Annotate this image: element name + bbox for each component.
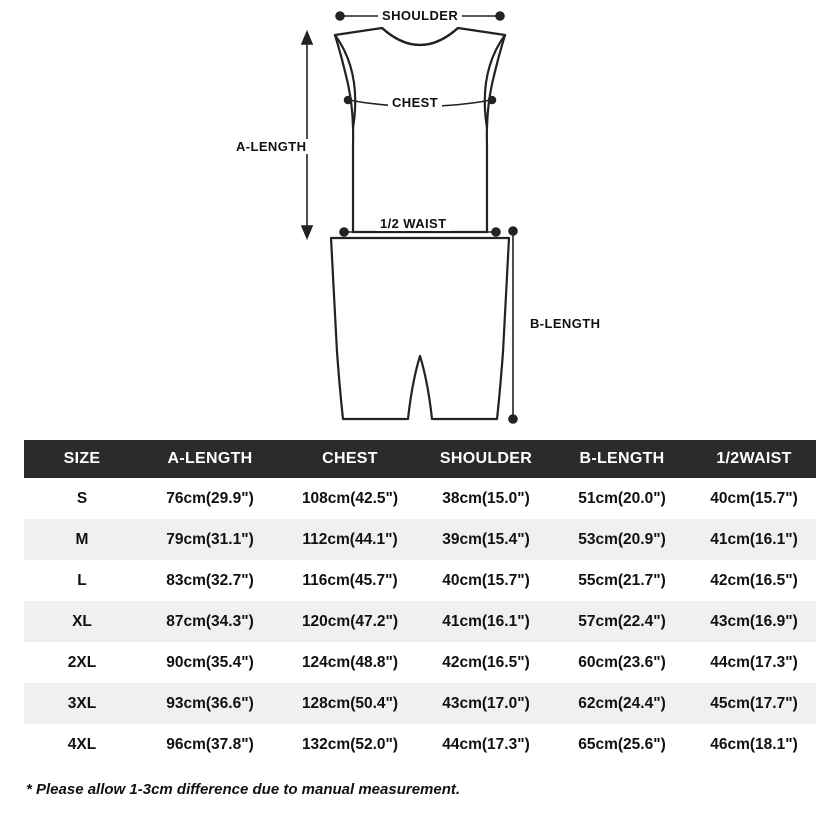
cell-chest: 120cm(47.2") [280, 601, 420, 642]
cell-half-waist: 42cm(16.5") [692, 560, 816, 601]
cell-size: S [24, 478, 140, 519]
column-header-shoulder: SHOULDER [420, 440, 552, 478]
column-header-size: SIZE [24, 440, 140, 478]
table-row [24, 601, 816, 642]
column-header-chest: CHEST [280, 440, 420, 478]
cell-b-length: 51cm(20.0") [552, 478, 692, 519]
cell-size: 3XL [24, 683, 140, 724]
column-header-a-length: A-LENGTH [140, 440, 280, 478]
measurement-footnote: * Please allow 1-3cm difference due to manual measurement. [26, 781, 461, 798]
shoulder-label: SHOULDER [378, 8, 462, 23]
cell-shoulder: 42cm(16.5") [420, 642, 552, 683]
cell-a-length: 93cm(36.6") [140, 683, 280, 724]
size-table-header [24, 440, 816, 478]
size-table-wrapper [24, 440, 816, 765]
cell-b-length: 57cm(22.4") [552, 601, 692, 642]
b-length-guide-dot-top [509, 227, 517, 235]
cell-chest: 112cm(44.1") [280, 519, 420, 560]
half-waist-label: 1/2 WAIST [376, 216, 450, 231]
cell-size: XL [24, 601, 140, 642]
cell-a-length: 90cm(35.4") [140, 642, 280, 683]
a-length-arrow-bottom [302, 226, 312, 238]
cell-a-length: 87cm(34.3") [140, 601, 280, 642]
cell-half-waist: 41cm(16.1") [692, 519, 816, 560]
cell-a-length: 96cm(37.8") [140, 724, 280, 765]
shorts-outline [331, 238, 509, 419]
cell-chest: 132cm(52.0") [280, 724, 420, 765]
cell-shoulder: 41cm(16.1") [420, 601, 552, 642]
cell-chest: 128cm(50.4") [280, 683, 420, 724]
cell-half-waist: 44cm(17.3") [692, 642, 816, 683]
chest-guide-dot-left [345, 97, 352, 104]
cell-a-length: 83cm(32.7") [140, 560, 280, 601]
b-length-label: B-LENGTH [526, 316, 604, 331]
half-waist-guide-dot-left [340, 228, 348, 236]
table-header-row [24, 440, 816, 478]
table-row [24, 519, 816, 560]
cell-b-length: 62cm(24.4") [552, 683, 692, 724]
cell-half-waist: 45cm(17.7") [692, 683, 816, 724]
cell-shoulder: 44cm(17.3") [420, 724, 552, 765]
cell-a-length: 76cm(29.9") [140, 478, 280, 519]
cell-size: 2XL [24, 642, 140, 683]
cell-b-length: 65cm(25.6") [552, 724, 692, 765]
table-row [24, 683, 816, 724]
cell-chest: 108cm(42.5") [280, 478, 420, 519]
cell-size: L [24, 560, 140, 601]
cell-shoulder: 43cm(17.0") [420, 683, 552, 724]
size-table-body [24, 478, 816, 765]
cell-b-length: 55cm(21.7") [552, 560, 692, 601]
table-row [24, 478, 816, 519]
cell-chest: 116cm(45.7") [280, 560, 420, 601]
cell-half-waist: 43cm(16.9") [692, 601, 816, 642]
shoulder-guide-dot-right [496, 12, 504, 20]
table-row [24, 724, 816, 765]
cell-shoulder: 39cm(15.4") [420, 519, 552, 560]
a-length-label: A-LENGTH [232, 139, 310, 154]
chest-guide-dot-right [489, 97, 496, 104]
cell-b-length: 60cm(23.6") [552, 642, 692, 683]
cell-shoulder: 40cm(15.7") [420, 560, 552, 601]
half-waist-guide-dot-right [492, 228, 500, 236]
jersey-outline [335, 28, 505, 232]
cell-chest: 124cm(48.8") [280, 642, 420, 683]
table-row [24, 560, 816, 601]
cell-b-length: 53cm(20.9") [552, 519, 692, 560]
cell-size: M [24, 519, 140, 560]
b-length-guide-dot-bottom [509, 415, 517, 423]
cell-half-waist: 46cm(18.1") [692, 724, 816, 765]
cell-a-length: 79cm(31.1") [140, 519, 280, 560]
a-length-arrow-top [302, 32, 312, 44]
cell-half-waist: 40cm(15.7") [692, 478, 816, 519]
cell-size: 4XL [24, 724, 140, 765]
size-table [24, 440, 816, 765]
column-header-b-length: B-LENGTH [552, 440, 692, 478]
chest-label: CHEST [388, 95, 442, 110]
jersey-neckline [382, 28, 458, 45]
cell-shoulder: 38cm(15.0") [420, 478, 552, 519]
table-row [24, 642, 816, 683]
shoulder-guide-dot-left [336, 12, 344, 20]
column-header-half-waist: 1/2WAIST [692, 440, 816, 478]
